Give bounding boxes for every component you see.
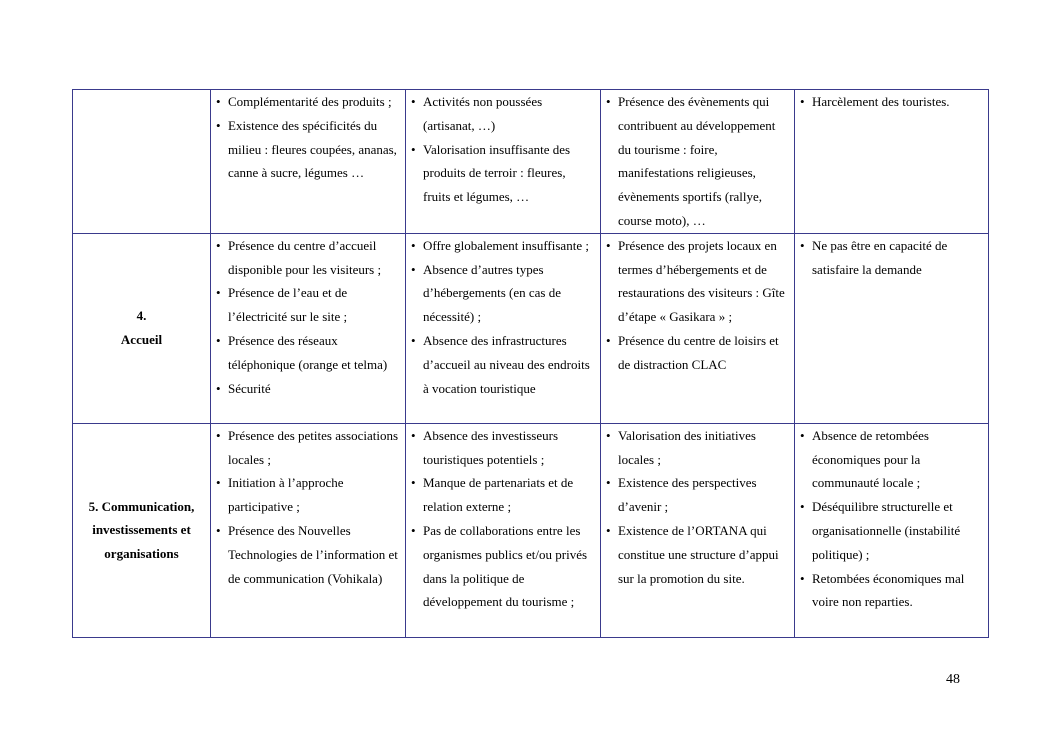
list-item: • Activités non poussées (artisanat, …) bbox=[411, 90, 596, 138]
forces-cell bbox=[211, 233, 406, 423]
list-item: • Retombées économiques mal voire non reparties. bbox=[800, 567, 984, 615]
row-label-cell bbox=[73, 423, 211, 637]
page-number: 48 bbox=[946, 672, 960, 687]
list-item: • Pas de collaborations entre les organismes publics et/ou privés dans la politique de développement du tourisme ; bbox=[411, 519, 596, 614]
list-item: • Présence des petites associations locales ; bbox=[216, 424, 401, 472]
opportunites-cell bbox=[601, 233, 795, 423]
list-item: • Initiation à l’approche participative ; bbox=[216, 471, 401, 519]
row-number: 5. Communication, bbox=[88, 498, 195, 514]
row-label-cell bbox=[73, 233, 211, 423]
list-item: • Déséquilibre structurelle et organisationnelle (instabilité politique) ; bbox=[800, 495, 984, 566]
list-item: • Sécurité bbox=[216, 377, 401, 401]
list-item: • Valorisation insuffisante des produits de terroir : fleures, fruits et légumes, … bbox=[411, 138, 596, 209]
row-number: 4. bbox=[136, 308, 147, 324]
forces-cell bbox=[211, 423, 406, 637]
list-item: • Absence des investisseurs touristiques potentiels ; bbox=[411, 424, 596, 472]
list-item: • Absence d’autres types d’hébergements (en cas de nécessité) ; bbox=[411, 258, 596, 329]
swot-table bbox=[72, 89, 989, 638]
forces-cell bbox=[211, 90, 406, 234]
row-label: investissements et organisations bbox=[92, 522, 191, 562]
menaces-cell bbox=[795, 233, 989, 423]
menaces-cell bbox=[795, 90, 989, 234]
opportunites-cell bbox=[601, 423, 795, 637]
table-row bbox=[73, 233, 989, 423]
list-item: • Existence de l’ORTANA qui constitue une structure d’appui sur la promotion du site. bbox=[606, 519, 790, 590]
list-item: • Présence des Nouvelles Technologies de l’information et de communication (Vohikala) bbox=[216, 519, 401, 590]
list-item: • Présence du centre d’accueil disponible pour les visiteurs ; bbox=[216, 234, 401, 282]
list-item: • Présence des projets locaux en termes d’hébergements et de restaurations des visiteurs : Gîte d’étape « Gasikara » ; bbox=[606, 234, 790, 329]
row-label-cell bbox=[73, 90, 211, 234]
menaces-cell bbox=[795, 423, 989, 637]
list-item: • Offre globalement insuffisante ; bbox=[411, 234, 596, 258]
list-item: • Présence des évènements qui contribuent au développement du tourisme : foire, manifestations religieuses, évènements sportifs (rallye, course moto), … bbox=[606, 90, 790, 233]
row-label: Accueil bbox=[120, 332, 163, 348]
faiblesses-cell bbox=[406, 90, 601, 234]
faiblesses-cell bbox=[406, 423, 601, 637]
list-item: • Présence du centre de loisirs et de distraction CLAC bbox=[606, 329, 790, 377]
list-item: • Absence des infrastructures d’accueil au niveau des endroits à vocation touristique bbox=[411, 329, 596, 400]
list-item: • Complémentarité des produits ; bbox=[216, 90, 401, 114]
list-item: • Harcèlement des touristes. bbox=[800, 90, 984, 114]
list-item: • Présence des réseaux téléphonique (orange et telma) bbox=[216, 329, 401, 377]
faiblesses-cell bbox=[406, 233, 601, 423]
table-row bbox=[73, 423, 989, 637]
list-item: • Présence de l’eau et de l’électricité sur le site ; bbox=[216, 281, 401, 329]
list-item: • Manque de partenariats et de relation externe ; bbox=[411, 471, 596, 519]
list-item: • Ne pas être en capacité de satisfaire la demande bbox=[800, 234, 984, 282]
list-item: • Existence des spécificités du milieu : fleures coupées, ananas, canne à sucre, légumes … bbox=[216, 114, 401, 185]
list-item: • Absence de retombées économiques pour la communauté locale ; bbox=[800, 424, 984, 495]
list-item: • Existence des perspectives d’avenir ; bbox=[606, 471, 790, 519]
table-row bbox=[73, 90, 989, 234]
opportunites-cell bbox=[601, 90, 795, 234]
list-item: • Valorisation des initiatives locales ; bbox=[606, 424, 790, 472]
